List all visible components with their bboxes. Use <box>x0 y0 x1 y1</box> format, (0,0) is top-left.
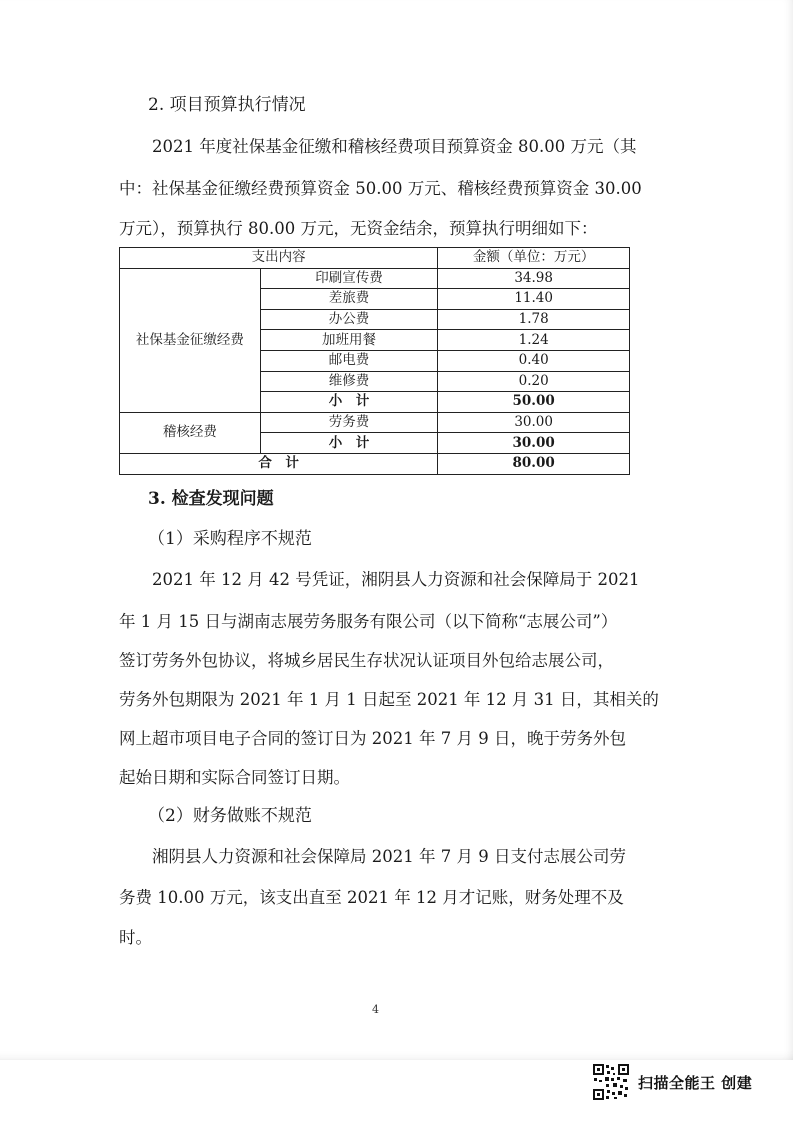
table-row <box>120 268 630 289</box>
item-value: 30.00 <box>438 412 630 433</box>
item-label: 办公费 <box>260 309 438 330</box>
subtotal-value: 50.00 <box>438 392 630 413</box>
subtotal-value: 30.00 <box>438 433 630 454</box>
item-value: 34.98 <box>438 268 630 289</box>
table-header-content: 支出内容 <box>120 248 438 269</box>
paragraph-line: 起始日期和实际合同签订日期。 <box>119 768 350 787</box>
section-heading: 3. 检查发现问题 <box>148 489 274 509</box>
item-value: 0.20 <box>438 371 630 392</box>
table-header-amount: 金额（单位：万元） <box>438 248 630 269</box>
group-name: 稽核经费 <box>120 412 261 453</box>
item-label: 印刷宣传费 <box>260 268 438 289</box>
paragraph-line: 时。 <box>119 928 152 947</box>
total-label: 合 计 <box>120 453 438 474</box>
paragraph-line: 年 1 月 15 日与湖南志展劳务服务有限公司（以下简称“志展公司”） <box>119 612 618 631</box>
paragraph-line: 中：社保基金征缴经费预算资金 50.00 万元、稽核经费预算资金 30.00 <box>119 179 642 198</box>
scanner-watermark <box>592 1063 752 1101</box>
item-value: 1.24 <box>438 330 630 351</box>
item-label: 劳务费 <box>260 412 438 433</box>
total-value: 80.00 <box>438 453 630 474</box>
paragraph-line: 签订劳务外包协议，将城乡居民生存状况认证项目外包给志展公司， <box>119 651 614 670</box>
subtotal-label: 小 计 <box>260 392 438 413</box>
item-value: 1.78 <box>438 309 630 330</box>
total-row <box>120 453 630 474</box>
table-header-row <box>120 248 630 269</box>
item-value: 0.40 <box>438 350 630 371</box>
item-label: 邮电费 <box>260 350 438 371</box>
item-label: 维修费 <box>260 371 438 392</box>
item-label: 差旅费 <box>260 289 438 310</box>
table-row <box>120 412 630 433</box>
paragraph-line: 网上超市项目电子合同的签订日为 2021 年 7 月 9 日，晚于劳务外包 <box>119 729 626 748</box>
item-value: 11.40 <box>438 289 630 310</box>
subtotal-label: 小 计 <box>260 433 438 454</box>
paragraph-line: 2021 年度社保基金征缴和稽核经费项目预算资金 80.00 万元（其 <box>152 137 637 156</box>
qr-code-icon <box>592 1063 630 1101</box>
group-name: 社保基金征缴经费 <box>120 268 261 412</box>
scanner-brand-text: 扫描全能王 创建 <box>638 1073 753 1092</box>
item-label: 加班用餐 <box>260 330 438 351</box>
subsection-heading: （2）财务做账不规范 <box>148 806 312 826</box>
page-number: 4 <box>372 1003 379 1016</box>
subsection-heading: （1）采购程序不规范 <box>148 529 312 549</box>
paragraph-line: 湘阴县人力资源和社会保障局 2021 年 7 月 9 日支付志展公司劳 <box>152 847 626 866</box>
paragraph-line: 万元），预算执行 80.00 万元，无资金结余，预算执行明细如下： <box>119 219 598 238</box>
budget-table <box>119 247 630 475</box>
section-heading: 2. 项目预算执行情况 <box>148 95 306 115</box>
paragraph-line: 务费 10.00 万元，该支出直至 2021 年 12 月才记账，财务处理不及 <box>119 888 624 907</box>
paragraph-line: 劳务外包期限为 2021 年 1 月 1 日起至 2021 年 12 月 31 日，其相关的 <box>119 690 659 709</box>
paragraph-line: 2021 年 12 月 42 号凭证，湘阴县人力资源和社会保障局于 2021 <box>152 570 640 589</box>
